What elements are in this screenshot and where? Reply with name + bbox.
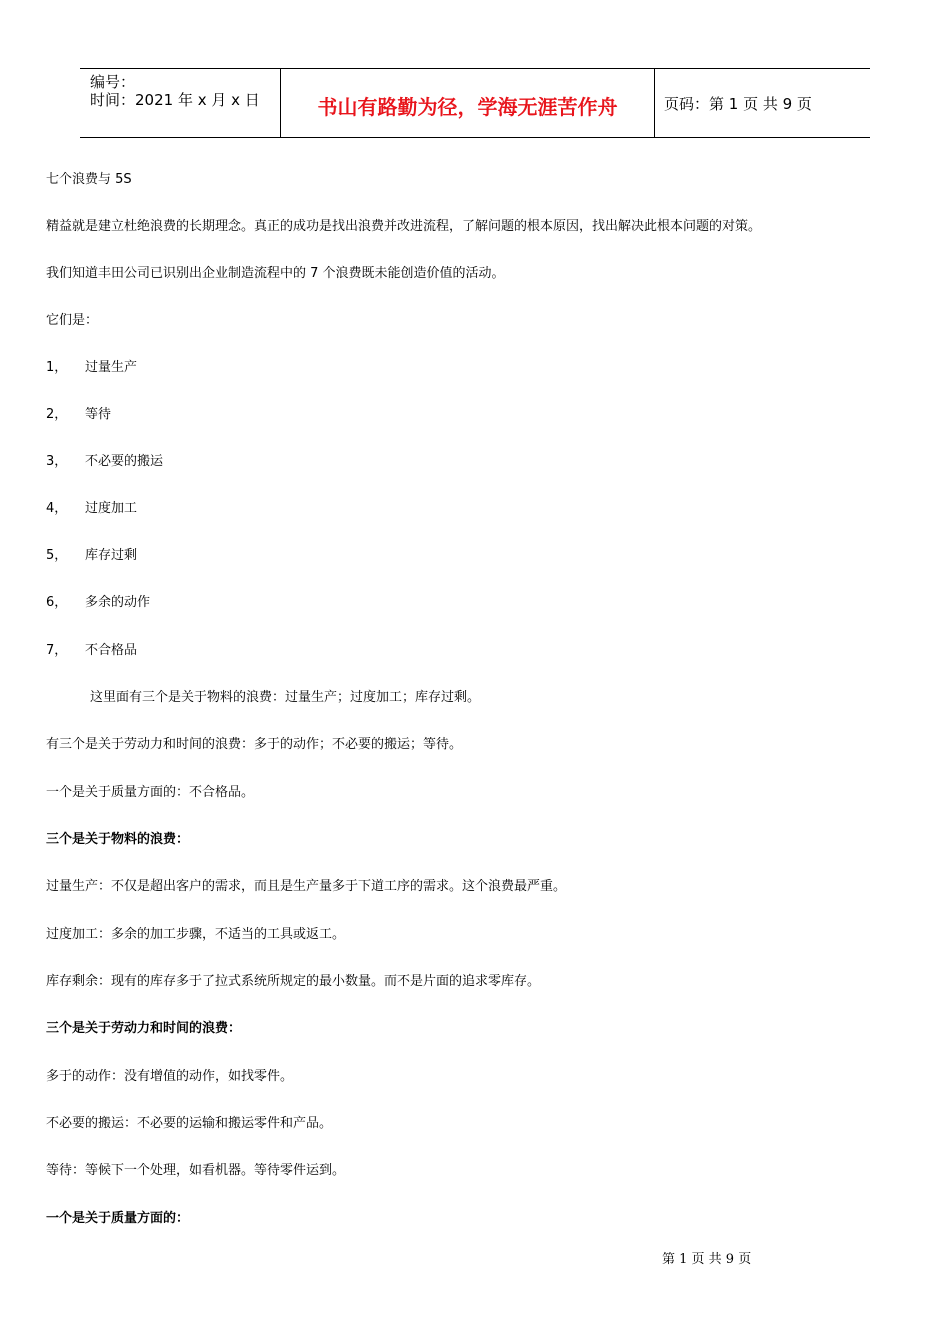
page-header (80, 68, 870, 138)
section-heading-quality: 一个是关于质量方面的： (46, 1211, 190, 1226)
paragraph-they-are: 它们是： (46, 313, 99, 328)
paragraph-toyota: 我们知道丰田公司已识别出企业制造流程中的 7 个浪费既未能创造价值的活动。 (46, 266, 505, 281)
list-item-text: 不合格品 (85, 643, 138, 658)
paragraph-labor-summary: 有三个是关于劳动力和时间的浪费：多于的动作；不必要的搬运；等待。 (46, 737, 463, 752)
paragraph-material-summary: 这里面有三个是关于物料的浪费：过量生产；过度加工；库存过剩。 (90, 690, 481, 705)
paragraph-quality-summary: 一个是关于质量方面的：不合格品。 (46, 785, 255, 800)
list-item-number: 7， (46, 643, 68, 658)
list-item (46, 501, 137, 517)
section-heading-labor: 三个是关于劳动力和时间的浪费： (46, 1021, 242, 1036)
list-item-text: 库存过剩 (85, 548, 138, 563)
list-item-number: 1， (46, 360, 68, 375)
paragraph-intro: 精益就是建立杜绝浪费的长期理念。真正的成功是找出浪费并改进流程，了解问题的根本原因，找出解决此根本问题的对策。 (46, 219, 762, 234)
list-item (46, 454, 163, 470)
list-item (46, 548, 137, 564)
list-item-number: 2， (46, 407, 68, 422)
document-date-label: 时间：2021 年 x 月 x 日 (90, 91, 260, 109)
header-motto: 书山有路勤为径，学海无涯苦作舟 (317, 95, 618, 119)
list-item (46, 643, 137, 659)
header-left-cell (80, 69, 280, 137)
list-item-text: 多余的动作 (85, 595, 151, 610)
paragraph-overproduction: 过量生产：不仅是超出客户的需求，而且是生产量多于下道工序的需求。这个浪费最严重。 (46, 879, 567, 894)
list-item-text: 过度加工 (85, 501, 138, 516)
paragraph-inventory: 库存剩余：现有的库存多于了拉式系统所规定的最小数量。而不是片面的追求零库存。 (46, 974, 541, 989)
header-page-info: 页码：第 1 页 共 9 页 (664, 95, 812, 113)
document-title: 七个浪费与 5S (46, 172, 132, 187)
paragraph-waiting: 等待：等候下一个处理，如看机器。等待零件运到。 (46, 1163, 346, 1178)
list-item (46, 407, 111, 423)
paragraph-motion: 多于的动作：没有增值的动作，如找零件。 (46, 1069, 294, 1084)
list-item-number: 4， (46, 501, 68, 516)
section-heading-material: 三个是关于物料的浪费： (46, 832, 190, 847)
document-number-label: 编号： (90, 73, 136, 91)
list-item-number: 5， (46, 548, 68, 563)
list-item (46, 595, 150, 611)
header-right-cell (654, 69, 870, 137)
list-item-text: 等待 (85, 407, 112, 422)
list-item-number: 3， (46, 454, 68, 469)
list-item-text: 不必要的搬运 (85, 454, 164, 469)
page-footer: 第 1 页 共 9 页 (662, 1252, 752, 1267)
list-item-number: 6， (46, 595, 68, 610)
list-item-text: 过量生产 (85, 360, 138, 375)
paragraph-transport: 不必要的搬运：不必要的运输和搬运零件和产品。 (46, 1116, 333, 1131)
header-middle-cell (280, 69, 655, 137)
list-item (46, 360, 137, 376)
paragraph-overprocessing: 过度加工：多余的加工步骤，不适当的工具或返工。 (46, 927, 346, 942)
